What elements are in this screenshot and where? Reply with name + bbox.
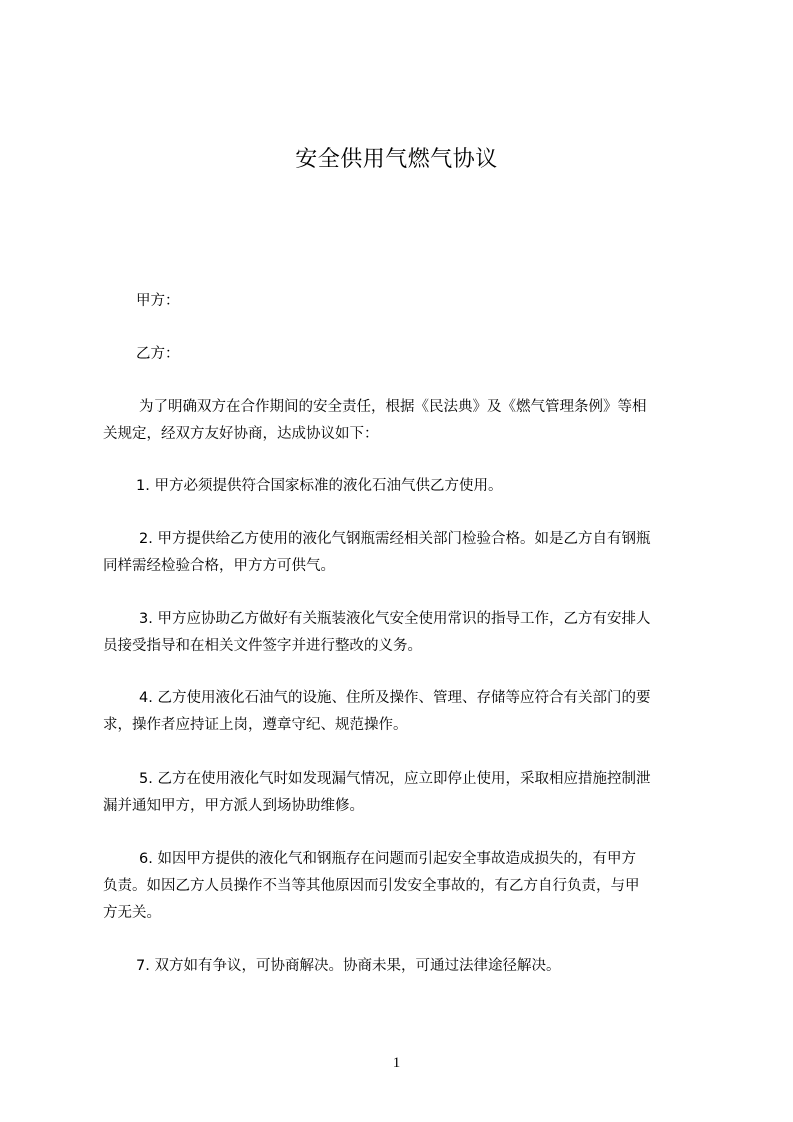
party-b-label: 乙方： (136, 346, 180, 362)
clause-4-line-2: 求，操作者应持证上岗，遵章守纪、规范操作。 (103, 717, 408, 733)
document-title: 安全供用气燃气协议 (295, 147, 498, 172)
clause-6-line-3: 方无关。 (103, 905, 161, 921)
clause-6-line-1: 6. 如因甲方提供的液化气和钢瓶存在问题而引起安全事故造成损失的，有甲方 (139, 851, 636, 867)
clause-6-line-2: 负责。如因乙方人员操作不当等其他原因而引发安全事故的，有乙方自行负责，与甲 (103, 878, 640, 894)
party-a-label: 甲方： (136, 293, 180, 309)
intro-line-1: 为了明确双方在合作期间的安全责任，根据《民法典》及《燃气管理条例》等相 (139, 399, 647, 415)
clause-7-line-1: 7. 双方如有争议，可协商解决。协商未果，可通过法律途径解决。 (136, 958, 561, 974)
page-number: 1 (392, 1055, 401, 1071)
clause-5-line-2: 漏并通知甲方，甲方派人到场协助维修。 (103, 798, 364, 814)
clause-3-line-1: 3. 甲方应协助乙方做好有关瓶装液化气安全使用常识的指导工作，乙方有安排人 (139, 611, 651, 627)
clause-4-line-1: 4. 乙方使用液化石油气的设施、住所及操作、管理、存储等应符合有关部门的要 (139, 690, 651, 706)
clause-3-line-2: 员接受指导和在相关文件签字并进行整改的义务。 (103, 638, 422, 654)
clause-1-line-1: 1. 甲方必须提供符合国家标准的液化石油气供乙方使用。 (136, 478, 503, 494)
clause-2-line-2: 同样需经检验合格，甲方方可供气。 (103, 558, 335, 574)
clause-5-line-1: 5. 乙方在使用液化气时如发现漏气情况，应立即停止使用，采取相应措施控制泄 (139, 771, 651, 787)
intro-line-2: 关规定，经双方友好协商，达成协议如下： (103, 426, 379, 442)
clause-2-line-1: 2. 甲方提供给乙方使用的液化气钢瓶需经相关部门检验合格。如是乙方自有钢瓶 (139, 531, 651, 547)
